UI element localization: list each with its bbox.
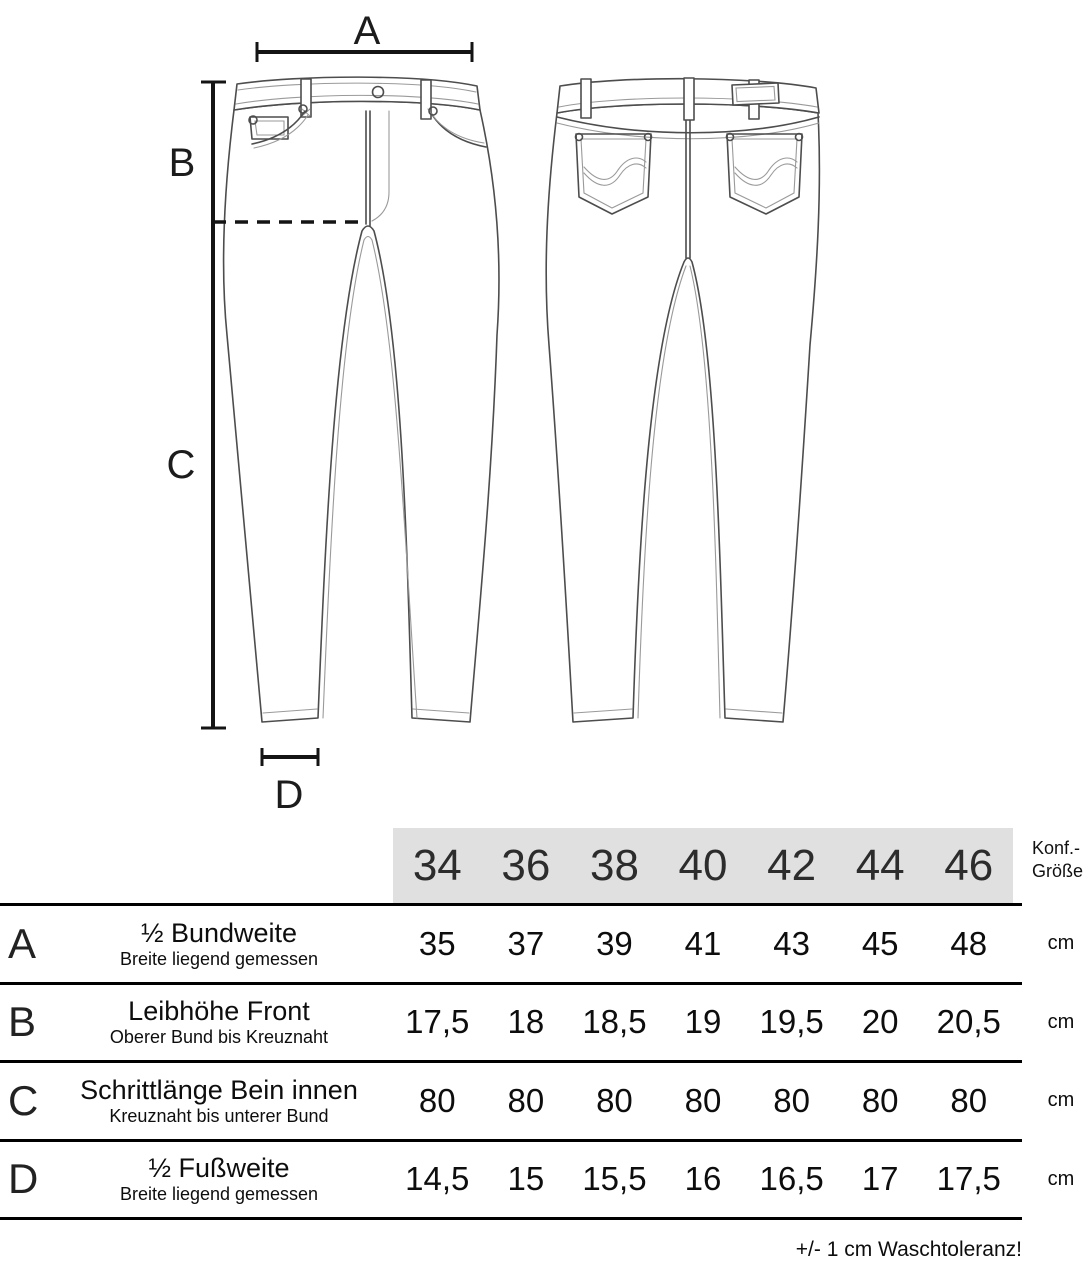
- row-values: [393, 1142, 1013, 1218]
- size-system-label-line2: Größe: [1032, 861, 1084, 881]
- row-title: Leibhöhe Front: [128, 996, 310, 1027]
- row-subtitle: Breite liegend gemessen: [119, 948, 319, 969]
- row-subtitle: Kreuznaht bis unterer Bund: [109, 1105, 329, 1126]
- size-header-cell: 42: [767, 840, 817, 890]
- size-value-cell: 48: [950, 924, 988, 962]
- size-value-cell: 19: [684, 1003, 722, 1041]
- size-value-cell: 17,5: [405, 1003, 470, 1041]
- unit-label: cm: [1047, 1167, 1075, 1190]
- measurement-table: [0, 903, 1091, 1220]
- size-value-cell: 80: [773, 1081, 810, 1119]
- size-system-label: [1032, 837, 1083, 883]
- row-description: [45, 985, 393, 1061]
- jeans-front-view: [223, 77, 499, 722]
- belt-loop: [581, 79, 591, 118]
- row-values: [393, 1063, 1013, 1139]
- measure-d: [262, 748, 318, 817]
- size-header-cell: 44: [855, 840, 905, 890]
- marker-c-label: C: [166, 443, 196, 487]
- row-letter: A: [8, 919, 37, 967]
- size-value-cell: 41: [684, 924, 722, 962]
- table-row: [0, 1139, 1075, 1218]
- size-value-cell: 16: [684, 1160, 722, 1198]
- size-system-label-line1: Konf.-: [1032, 838, 1081, 858]
- unit-label: cm: [1047, 1010, 1075, 1033]
- size-header-cell: 46: [944, 840, 994, 890]
- row-letter: D: [8, 1155, 39, 1203]
- table-row: [0, 982, 1075, 1061]
- size-value-cell: 18,5: [582, 1003, 647, 1041]
- size-value-cell: 17: [861, 1160, 899, 1198]
- size-value-cell: 80: [950, 1081, 988, 1119]
- belt-loop: [684, 78, 694, 120]
- size-value-cell: 80: [861, 1081, 899, 1119]
- unit-label: cm: [1047, 1089, 1075, 1112]
- size-header-cell: 40: [678, 840, 728, 890]
- size-value-cell: 17,5: [936, 1160, 1001, 1198]
- row-description: [45, 906, 393, 982]
- size-header-cell: 34: [412, 840, 462, 890]
- unit-label: cm: [1047, 932, 1075, 955]
- size-value-cell: 43: [773, 924, 810, 962]
- marker-b-label: B: [168, 141, 196, 185]
- size-value-cell: 35: [418, 924, 456, 962]
- size-value-cell: 19,5: [759, 1003, 824, 1041]
- row-letter: B: [8, 998, 37, 1046]
- row-subtitle: Oberer Bund bis Kreuznaht: [109, 1027, 329, 1048]
- jeans-back-view: [546, 78, 819, 722]
- size-value-cell: 16,5: [759, 1160, 824, 1198]
- row-letter: C: [8, 1076, 39, 1124]
- measure-a: [257, 9, 472, 62]
- size-header-cell: 38: [589, 840, 639, 890]
- size-value-cell: 80: [418, 1081, 456, 1119]
- row-title: ½ Fußweite: [148, 1153, 290, 1184]
- size-header-cell: 36: [501, 840, 551, 890]
- row-description: [45, 1142, 393, 1218]
- wash-tolerance-note: +/- 1 cm Waschtoleranz!: [795, 1238, 1022, 1261]
- size-value-cell: 39: [596, 924, 633, 962]
- row-title: ½ Bundweite: [140, 917, 298, 948]
- size-value-cell: 20: [861, 1003, 899, 1041]
- row-values: [393, 985, 1013, 1061]
- row-description: [45, 1063, 393, 1139]
- row-values: [393, 906, 1013, 982]
- table-bottom-line: [0, 1217, 1022, 1220]
- marker-d-label: D: [274, 773, 304, 817]
- marker-a-label: A: [353, 9, 381, 53]
- size-value-cell: 15: [507, 1160, 545, 1198]
- size-value-cell: 14,5: [405, 1160, 470, 1198]
- row-subtitle: Breite liegend gemessen: [119, 1184, 319, 1205]
- table-row: [0, 1060, 1075, 1139]
- size-value-cell: 80: [596, 1081, 633, 1119]
- size-value-cell: 80: [507, 1081, 545, 1119]
- size-value-cell: 18: [507, 1003, 545, 1041]
- size-value-cell: 15,5: [582, 1160, 647, 1198]
- size-value-cell: 37: [507, 924, 545, 962]
- table-row: [0, 903, 1075, 982]
- row-title: Schrittlänge Bein innen: [80, 1074, 358, 1105]
- size-value-cell: 45: [861, 924, 899, 962]
- size-value-cell: 20,5: [936, 1003, 1001, 1041]
- size-value-cell: 80: [684, 1081, 722, 1119]
- size-header-row: [393, 828, 1013, 903]
